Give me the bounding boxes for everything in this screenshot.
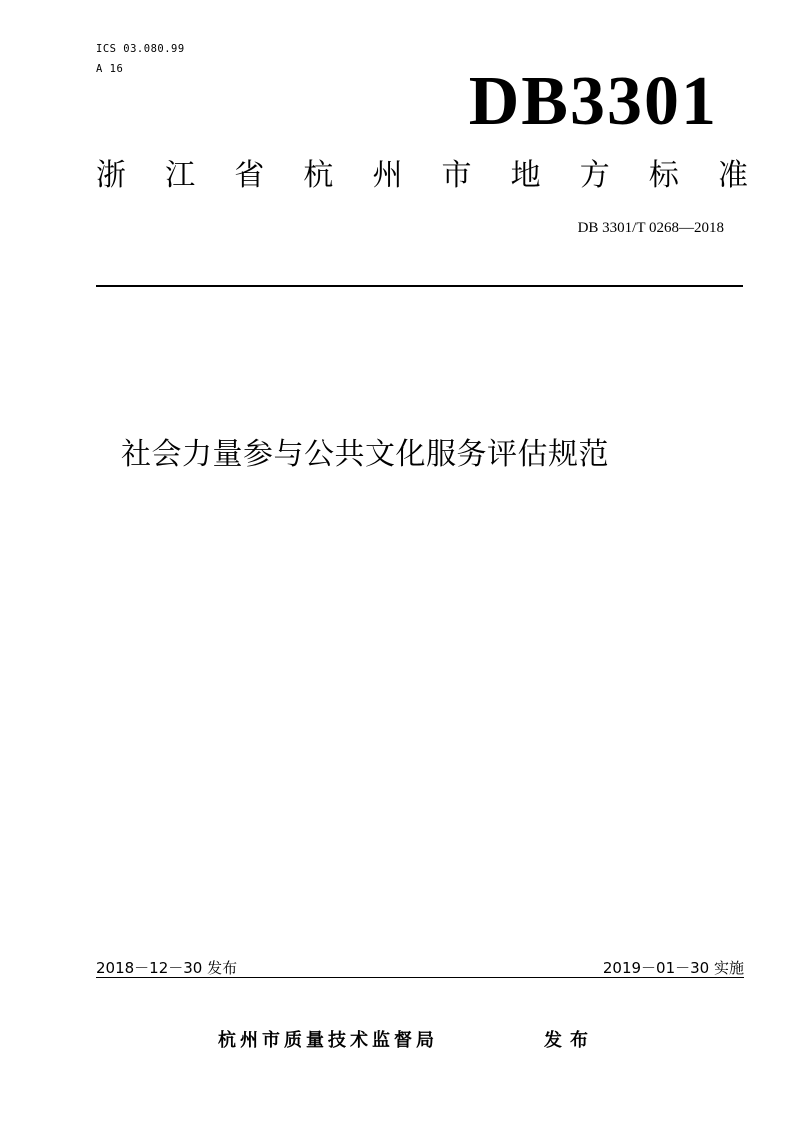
document-title: 社会力量参与公共文化服务评估规范	[121, 437, 609, 472]
standard-number: DB 3301/T 0268—2018	[577, 220, 724, 236]
bottom-divider	[96, 977, 744, 978]
standard-type-char: 准	[717, 158, 748, 193]
standard-type-char: 州	[372, 158, 403, 193]
standard-type-char: 地	[510, 158, 541, 193]
standard-type-heading	[96, 156, 748, 196]
standard-type-char: 方	[579, 158, 610, 193]
standard-type-char: 标	[648, 158, 679, 193]
standard-code-heading: DB3301	[468, 63, 718, 140]
standard-type-char: 浙	[96, 158, 126, 193]
standard-type-char: 省	[234, 158, 265, 193]
issue-date: 2018－12－30 发布	[96, 959, 238, 977]
issue-label: 发布	[544, 1030, 596, 1051]
standard-type-char: 江	[165, 158, 196, 193]
ics-code: ICS 03.080.99	[96, 43, 185, 55]
issuing-authority: 杭州市质量技术监督局	[218, 1030, 438, 1051]
top-divider	[96, 285, 743, 287]
classification-code: A 16	[96, 63, 124, 75]
implementation-date: 2019－01－30 实施	[602, 959, 744, 977]
standard-type-char: 杭	[303, 158, 334, 193]
standard-type-char: 市	[441, 158, 472, 193]
